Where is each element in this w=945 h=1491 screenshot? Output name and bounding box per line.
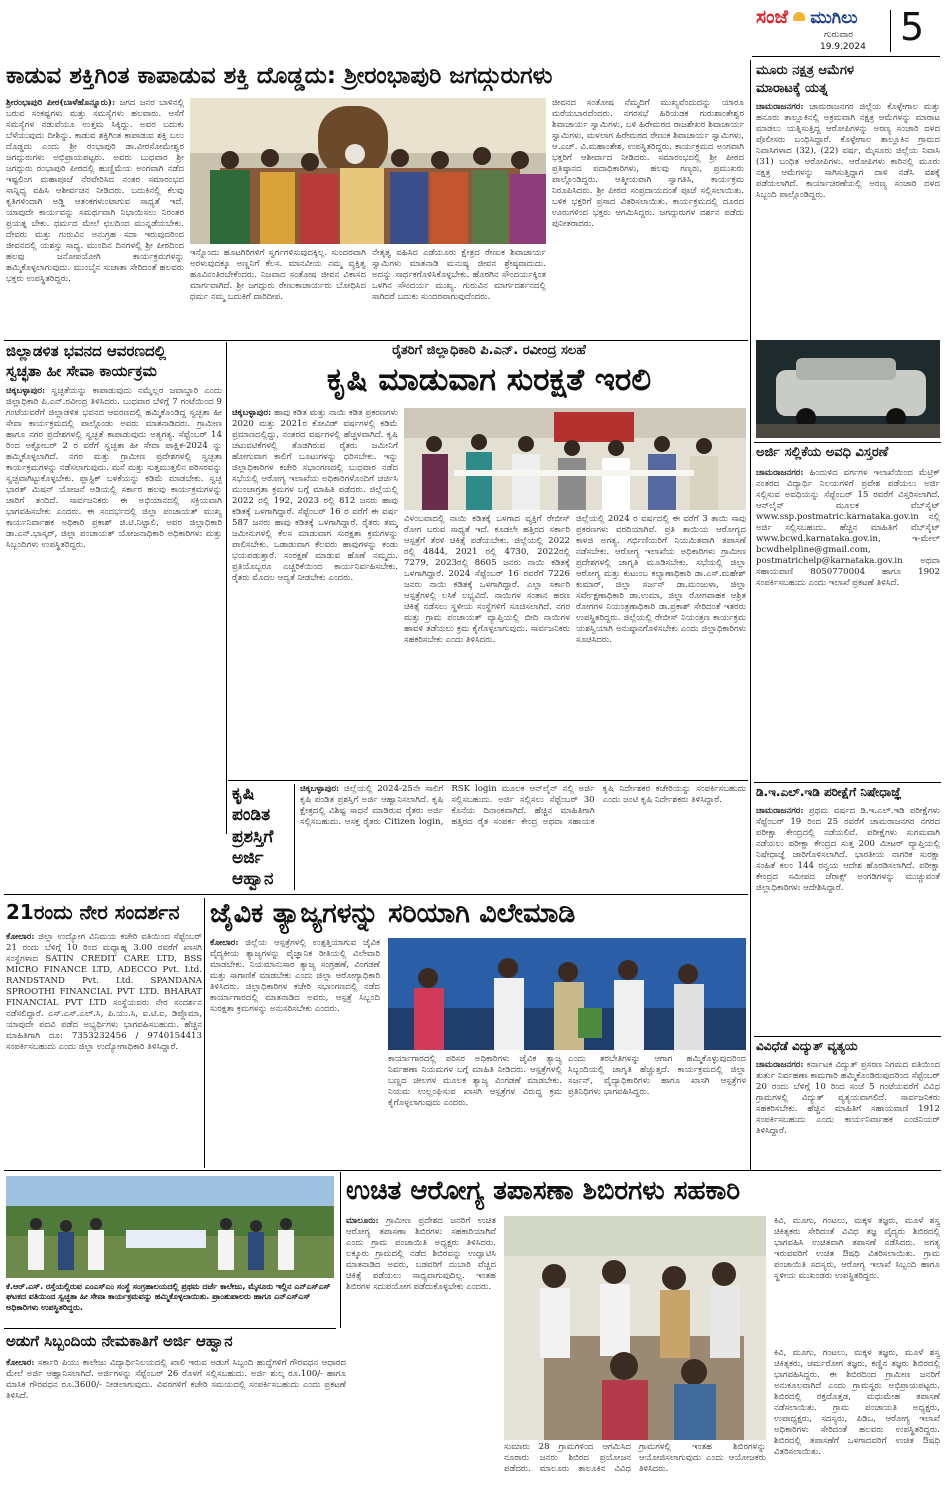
masthead-weekday: ಗುರುವಾರ (824, 30, 854, 40)
article8-under-photo: ಸುಮಾರು 28 ಗ್ರಾಮಗಳಿಂದ ಆಗಮಿಸಿದ ನೂರಾರು ಜನರು ಶಿಬಿರದ ಪ್ರಯೋಜನ ಪಡೆದರು. ಮಾಲೂರು ತಾಲೂಕಿನ ವಿವಿಧ ಗ್ರಾಮಗಳಲ್ಲಿ ಇಂತಹ ಶಿಬಿರಗಳನ್ನು ಆಯೋಜಿಸಲಾಗುವುದು ಎಂದು ಆಯೋಜಕರು ತಿಳಿಸಿದರು. (504, 1442, 766, 1474)
article8-dateline: ಮಾಲೂರು: (346, 1216, 379, 1226)
article1-photo-art (190, 98, 546, 244)
sidebar3-dateline: ಚಾಮರಾಜನಗರ: (756, 806, 804, 816)
article6-body-text: ಜಿಲ್ಲಾ ಉದ್ಯೋಗ ವಿನಿಮಯ ಕಚೇರಿ ವತಿಯಿಂದ ಸೆಪ್ಟೆಂಬರ್ 21 ರಂದು ಬೆಳಿಗ್ಗೆ 10 ರಿಂದ ಮಧ್ಯಾಹ್ನ 3.00 ರವರೆಗೆ ಖಾಸಗಿ ಸಂಸ್ಥೆಗಳಾದ SATIN CREDIT CARE LTD, BSS MICRO FINANCE LTD, ADECCO Pvt. Ltd. RANDSTAND Pvt. Ltd. SPANDANA SPROOTHI FINANCIAL PVT LTD. BHARAT FINANCIAL PVT LTD ಸಂಸ್ಥೆಯವರು ನೇರ ಸಂದರ್ಶನ ನಡೆಸಲಿದ್ದಾರೆ. ಎಸ್.ಎಸ್.ಎಲ್.ಸಿ, ಪಿ.ಯು.ಸಿ, ಐ.ಟಿ.ಐ, ಡಿಪ್ಲೊಮಾ, ಯಾವುದೇ ಪದವಿ ಪಡೆದ ಅಭ್ಯರ್ಥಿಗಳು ಭಾಗವಹಿಸಬಹುದು. ಹೆಚ್ಚಿನ ಮಾಹಿತಿಗಾಗಿ ದೂ: 7353232456 / 9740154413 ಸಂಪರ್ಕಿಸಬಹುದು ಎಂದು ಜಿಲ್ಲಾ ಉದ್ಯೋಗಾಧಿಕಾರಿ ತಿಳಿಸಿದ್ದಾರೆ. (6, 932, 202, 1052)
sidebar2-body (756, 468, 940, 780)
nss-photo-art (6, 1176, 334, 1278)
article2-dateline: ಚಿಕ್ಕಬಳ್ಳಾಪುರ: (6, 386, 46, 396)
sidebar3-headline: ಡಿ.ಇ.ಎಲ್.ಇಡಿ ಪರೀಕ್ಷೆಗೆ ನಿಷೇಧಾಜ್ಞೆ (756, 786, 902, 799)
article3-col1 (232, 408, 398, 778)
article2-headline-1: ಜಿಲ್ಲಾಡಳಿತ ಭವನದ ಆವರಣದಲ್ಲಿ (6, 344, 167, 360)
article2-body (6, 386, 222, 830)
article1-col1 (6, 98, 184, 336)
article8-col2: ಕಿವಿ, ಮೂಗು, ಗಂಟಲು, ಮಕ್ಕಳ ತಜ್ಞರು, ಮೂಳೆ ಶಸ್ತ್ರ ಚಿಕಿತ್ಸಕರು ಸೇರಿದಂತೆ ವಿವಿಧ ತಜ್ಞ ವೈದ್ಯರು ಶಿಬಿರದಲ್ಲಿ ಭಾಗವಹಿಸಿ ಉಚಿತವಾಗಿ ತಪಾಸಣೆ ನಡೆಸಿದರು. ಅಗತ್ಯ ಇರುವವರಿಗೆ ಉಚಿತ ಔಷಧಿ ವಿತರಿಸಲಾಯಿತು. ಗ್ರಾಮ ಪಂಚಾಯಿತಿ ಸದಸ್ಯರು, ಆರೋಗ್ಯ ಇಲಾಖೆ ಸಿಬ್ಬಂದಿ ಹಾಗೂ ಸ್ಥಳೀಯ ಮುಖಂಡರು ಉಪಸ್ಥಿತರಿದ್ದರು. (774, 1216, 940, 1281)
article4-word-5: ಆಹ್ವಾನ (232, 869, 274, 889)
article3-dateline: ಚಿಕ್ಕಬಳ್ಳಾಪುರ: (232, 408, 272, 418)
article1-photo (190, 98, 546, 244)
main-right-rule (750, 60, 751, 1170)
article3-col3: ಜಿಲ್ಲೆಯಲ್ಲಿ 2024 ರ ವರ್ಷದಲ್ಲಿ ಈ ವರೆಗೆ 3 ತಾಯಿ ಸಾವು ಪ್ರಕರಣಗಳು ವರದಿಯಾಗಿವೆ. ಪ್ರತಿ ತಾಯಿಯ ಆರೋಗ್ಯದ ಕಾಳಜಿ ಅಗತ್ಯ. ಗರ್ಭಿಣಿಯರಿಗೆ ನಿಯಮಿತವಾಗಿ ತಪಾಸಣೆ ನಡೆಸಬೇಕು. ಆರೋಗ್ಯ ಇಲಾಖೆಯ ಅಧಿಕಾರಿಗಳು ಗ್ರಾಮೀಣ ಪ್ರದೇಶಗಳಲ್ಲಿ ಜಾಗೃತಿ ಮೂಡಿಸಬೇಕು. ಸಭೆಯಲ್ಲಿ ಜಿಲ್ಲಾ ಆರೋಗ್ಯ ಮತ್ತು ಕುಟುಂಬ ಕಲ್ಯಾಣಾಧಿಕಾರಿ ಡಾ.ಎಸ್.ಮಹೇಶ್ ಕುಮಾರ್, ಜಿಲ್ಲಾ ಸರ್ಜನ್ ಡಾ.ಮಂಜುಳಾ, ಜಿಲ್ಲಾ ಸರ್ವೇಕ್ಷಣಾಧಿಕಾರಿ ಡಾ.ಉಮಾ, ಜಿಲ್ಲಾ ರೋಗವಾಹಕ ಆಶ್ರಿತ ರೋಗಗಳ ನಿಯಂತ್ರಣಾಧಿಕಾರಿ ಡಾ.ಪ್ರಕಾಶ್ ಸೇರಿದಂತೆ ಇತರರು ಉಪಸ್ಥಿತರಿದ್ದರು. ಜಿಲ್ಲೆಯಲ್ಲಿ ರೇಬೀಸ್ ನಿಯಂತ್ರಣ ಕಾರ್ಯಕ್ರಮ ಯಶಸ್ವಿಯಾಗಿ ಅನುಷ್ಠಾನಗೊಳಿಸಬೇಕು ಎಂದು ಜಿಲ್ಲಾಧಿಕಾರಿಗಳು ಸೂಚಿಸಿದರು. (576, 514, 746, 645)
article5-col1 (210, 938, 380, 1160)
article4-word-2: ಪಂಡಿತ (232, 805, 271, 826)
caption-bottom-rule (4, 1328, 336, 1329)
sidebar4-dateline: ಚಾಮರಾಜನಗರ: (756, 1060, 804, 1070)
article1-col1-text: ಜಗದ ಜನರ ಬಾಳಿನಲ್ಲಿ ಬರುವ ಸಂಕಷ್ಟಗಳು ಮತ್ತು ಸಮಸ್ಯೆಗಳು ಹಲವಾರು. ಆಸೆಗೆ ಸಮಸ್ಯೆಗಳ ನಡುವೆಯೂ ಉತ್ತಮ ಸಿಕ್ಕಿದ್ದು. ಅವರ ಬದುಕು ಬೆಳೆಯುವುದು ದೀಶಿನ್ನು. ಕಾಡುವ ಶಕ್ತಿಗಿಂತ ಕಾಪಾಡುವ ಶಕ್ತಿ ಬಲು ದೊಡ್ಡದು ಎಂದು ಶ್ರೀ ರಂಭಾಪುರಿ ಡಾ.ವೀರಸೋಮೇಶ್ವರ ಜಗದ್ಗುರುಗಳು ಅಭಿಪ್ರಾಯಪಟ್ಟರು. ಅವರು ಬುಧವಾರ ಶ್ರೀ ಜಗದ್ಗುರು ರಂಭಾಪುರಿ ಪೀಠದಲ್ಲಿ ಹುಣ್ಣಿಮೆಯ ಅಂಗವಾಗಿ ನಡೆದ ಇಷ್ಟಲಿಂಗ ಮಹಾಪೂಜೆ ನೆರವೇರಿಸಿದ ನಂತರ ಸಮಾರಂಭದ ಸಾನ್ನಿಧ್ಯ ವಹಿಸಿ ಆಶೀರ್ವಚನ ನೀಡಿದರು. ಬದುಕಿನಲ್ಲಿ ಕೆಲವು ಕೃತಿಗಳಿಂದಾಗಿ ಅಡ್ಡಿ ಆತಂಕಗಳುಂಟಾಗುವ ಸಾಧ್ಯತೆ ಇದೆ. ಯಾವುದೇ ಕಾರ್ಯವನ್ನು ಸಮರ್ಥವಾಗಿ ನಿಭಾಯಿಸಲು ನಿರಂತರ ಪ್ರಯತ್ನ ಬೇಕು. ಧರ್ಮದ ಮೇಲೆ ಛಲದಿಂದ ಮುನ್ನಡೆಯಬೇಕು. ದೇವರು ಮತ್ತು ಗುರುವಿನ ಅನುಗ್ರಹ ಸದಾ ಇರುವುದರಿಂದ ಜೀವನದಲ್ಲಿ ಯಶಸ್ಸು ಸಾಧ್ಯ. ಮುಂದಿನ ದಿನಗಳಲ್ಲಿ ಶ್ರೀ ಪೀಠದಿಂದ ಹಲವು ಜನೋಪಯೋಗಿ ಕಾರ್ಯಕ್ರಮಗಳನ್ನು ಹಮ್ಮಿಕೊಳ್ಳಲಾಗುವುದು. ಮುಂಬೈನ ಸುಜಾತಾ ಸೇರಿದಂತೆ ಹಲವರು ಭಕ್ತರು ಉಪಸ್ಥಿತರಿದ್ದರು. (6, 98, 184, 284)
article6-dateline: ಕೋಲಾರ: (6, 932, 35, 942)
page-number: 5 (900, 5, 925, 49)
article5-headline: ಜೈವಿಕ ತ್ಯಾಜ್ಯಗಳನ್ನು ಸರಿಯಾಗಿ ವಿಲೇಮಾಡಿ (210, 900, 576, 929)
sidebar5-body: ಕಿವಿ, ಮೂಗು, ಗಂಟಲು, ಮಕ್ಕಳ ತಜ್ಞರು, ಮೂಳೆ ಶಸ್ತ್ರ ಚಿಕಿತ್ಸಕರು, ಚರ್ಮರೋಗ ತಜ್ಞರು, ಕಣ್ಣಿನ ತಜ್ಞರು ಶಿಬಿರದಲ್ಲಿ ಭಾಗವಹಿಸಿದ್ದರು. ಈ ಶಿಬಿರದಿಂದ ಗ್ರಾಮೀಣ ಜನರಿಗೆ ಅನುಕೂಲವಾಗಿದೆ ಎಂದು ಗ್ರಾಮಸ್ಥರು ಅಭಿಪ್ರಾಯಪಟ್ಟರು. ಶಿಬಿರದಲ್ಲಿ ರಕ್ತದೊತ್ತಡ, ಮಧುಮೇಹ ತಪಾಸಣೆ ನಡೆಸಲಾಯಿತು. ಗ್ರಾಮ ಪಂಚಾಯತಿ ಅಧ್ಯಕ್ಷರು, ಉಪಾಧ್ಯಕ್ಷರು, ಸದಸ್ಯರು, ಪಿಡಿಒ, ಆರೋಗ್ಯ ಇಲಾಖೆ ಅಧಿಕಾರಿಗಳು ಸೇರಿದಂತೆ ಹಲವರು ಉಪಸ್ಥಿತರಿದ್ದರು. ಶಿಬಿರದಲ್ಲಿ ತಪಾಸಣೆಗೆ ಒಳಗಾದವರಿಗೆ ಉಚಿತ ಔಷಧಿ ವಿತರಿಸಲಾಯಿತು. (774, 1348, 940, 1457)
logo-cloud-icon (793, 12, 805, 21)
article4-bottom-rule (4, 894, 748, 895)
sidebar1-body-text: ಚಾಮರಾಜನಗರ ಜಿಲ್ಲೆಯ ಕೊಳ್ಳೇಗಾಲ ಮತ್ತು ಹನೂರು ತಾಲ್ಲೂಕಿನಲ್ಲಿ ಅಕ್ರಮವಾಗಿ ನಕ್ಷತ್ರ ಆಮೆಗಳನ್ನು ಮಾರಾಟ ಮಾಡಲು ಯತ್ನಿಸುತ್ತಿದ್ದ ಆರೋಪಿಗಳನ್ನು ಅರಣ್ಯ ಸಂಚಾರಿ ದಳದ ಪೊಲೀಸರು ಬಂಧಿಸಿದ್ದಾರೆ. ಕೊಳ್ಳೇಗಾಲ ತಾಲ್ಲೂಕಿನ ಗ್ರಾಮದ ನಿವಾಸಿಗಳಾದ (32), (22) ವರ್ಷ, ಮೈಸೂರು ಜಿಲ್ಲೆಯ ನಿವಾಸಿ (31) ಬಂಧಿತ ಆರೋಪಿಗಳು. ಆರೋಪಿಗಳು ಕಾರಿನಲ್ಲಿ ಮೂರು ನಕ್ಷತ್ರ ಆಮೆಗಳನ್ನು ಸಾಗಿಸುತ್ತಿದ್ದಾಗ ದಾಳಿ ನಡೆಸಿ ವಶಕ್ಕೆ ಪಡೆಯಲಾಗಿದೆ. ಕಾರ್ಯಾಚರಣೆಯಲ್ಲಿ ಅರಣ್ಯ ಸಂಚಾರಿ ದಳದ ಸಿಬ್ಬಂದಿ ಪಾಲ್ಗೊಂಡಿದ್ದರು. (756, 102, 940, 200)
article7-body-text: ಸರ್ಕಾರಿ ಪಿಯು ಕಾಲೇಜು ವಿದ್ಯಾರ್ಥಿನಿಲಯದಲ್ಲಿ ಖಾಲಿ ಇರುವ ಅಡುಗೆ ಸಿಬ್ಬಂದಿ ಹುದ್ದೆಗಳಿಗೆ ಗೌರವಧನ ಆಧಾರದ ಮೇಲೆ ಅರ್ಜಿ ಆಹ್ವಾನಿಸಲಾಗಿದೆ. ಅರ್ಜಿಗಳನ್ನು ಸೆಪ್ಟೆಂಬರ್ 26 ರೊಳಗೆ ಸಲ್ಲಿಸಬಹುದು. ಅರ್ಜಿ ಶುಲ್ಕ ರೂ.100/- ಹಾಗೂ ಮಾಸಿಕ ಗೌರವಧನ ರೂ.3600/- ನೀಡಲಾಗುವುದು. ವಿವರಗಳಿಗೆ ಕಚೇರಿ ಸಮಯದಲ್ಲಿ ಸಂಪರ್ಕಿಸಬಹುದು ಎಂದು ಪ್ರಕಟಣೆ ತಿಳಿಸಿದೆ. (6, 1358, 346, 1401)
sidebar2-headline: ಅರ್ಜಿ ಸಲ್ಲಿಕೆಯ ಅವಧಿ ವಿಸ್ತರಣೆ (756, 446, 889, 460)
article4-word-3: ಪ್ರಶಸ್ತಿಗೆ (232, 826, 274, 847)
article5-bottom-rule (4, 1170, 941, 1171)
article8-photo-art (504, 1216, 766, 1440)
article6-body (6, 932, 202, 1158)
article1-headline: ಕಾಡುವ ಶಕ್ತಿಗಿಂತ ಕಾಪಾಡುವ ಶಕ್ತಿ ದೊಡ್ಡದು: ಶ್ರೀರಂಭಾಪುರಿ ಜಗದ್ಗುರುಗಳು (6, 64, 553, 89)
article3-col1-text: ಹಾವು ಕಡಿತ ಮತ್ತು ನಾಯಿ ಕಡಿತ ಪ್ರಕರಣಗಳು 2020 ಮತ್ತು 2021ರ ಕೋವಿಡ್ ವರ್ಷಗಳಲ್ಲಿ ಕಡಿಮೆ ಪ್ರಮಾಣದಲ್ಲಿದ್ದು, ನಂತರದ ವರ್ಷಗಳಲ್ಲಿ ಹೆಚ್ಚಳವಾಗಿದೆ. ಕೃಷಿ ಚಟುವಟಿಕೆಗಳಲ್ಲಿ ತೊಡಗಿರುವ ರೈತರು ಜಮೀನಿಗೆ ಹೋಗುವಾಗ ಕಾಲಿಗೆ ಬೂಟುಗಳನ್ನು ಧರಿಸಬೇಕು. ಇನ್ನು ಜಿಲ್ಲಾಧಿಕಾರಿಗಳ ಕಚೇರಿ ಸಭಾಂಗಣದಲ್ಲಿ ಬುಧವಾರ ನಡೆದ ಸಭೆಯಲ್ಲಿ ಆರೋಗ್ಯ ಇಲಾಖೆಯ ಅಧಿಕಾರಿಗಳೊಂದಿಗೆ ಚರ್ಚಿಸಿ ಮುಂಜಾಗ್ರತಾ ಕ್ರಮಗಳ ಬಗ್ಗೆ ಮಾಹಿತಿ ಪಡೆದರು. ಜಿಲ್ಲೆಯಲ್ಲಿ 2022 ರಲ್ಲಿ 192, 2023 ರಲ್ಲಿ 812 ಜನರು ಹಾವು ಕಡಿತಕ್ಕೆ ಒಳಗಾಗಿದ್ದಾರೆ. ಸೆಪ್ಟೆಂಬರ್ 16 ರ ವರೆಗೆ ಈ ವರ್ಷ 587 ಜನರು ಹಾವು ಕಡಿತಕ್ಕೆ ಒಳಗಾಗಿದ್ದಾರೆ. ರೈತರು ತಮ್ಮ ಜಮೀನುಗಳಲ್ಲಿ ಕೆಲಸ ಮಾಡುವಾಗ ಸುರಕ್ಷತಾ ಕ್ರಮಗಳನ್ನು ಪಾಲಿಸಬೇಕು. ಒಡಾಡುವಾಗ ಕೆಲವರು ಹಾವುಗಳನ್ನು ಕಂಡು ಭಯಪಡುತ್ತಾರೆ. ಸಂರಕ್ಷಣೆ ಮಾಡುವ ಹೊಣೆ ನಮ್ಮದು. ಪ್ರತಿಯೊಬ್ಬರೂ ಎಚ್ಚರಿಕೆಯಿಂದ ಕಾರ್ಯನಿರ್ವಹಿಸಬೇಕು. ರೈತರು ಮೊದಲ ಆದ್ಯತೆ ನೀಡಬೇಕು ಎಂದರು. (232, 408, 398, 583)
article3-bottom-rule (228, 780, 748, 781)
article3-headline: ಕೃಷಿ ಮಾಡುವಾಗ ಸುರಕ್ಷತೆ ಇರಲಿ (326, 364, 652, 398)
sidebar3-body (756, 806, 940, 1034)
article7-dateline: ಕೋಲಾರ: (6, 1358, 35, 1368)
article4-divider (294, 784, 295, 890)
article3-kicker: ರೈತರಿಗೆ ಜಿಲ್ಲಾಧಿಕಾರಿ ಪಿ.ಎನ್. ರವೀಂದ್ರ ಸಲಹೆ (392, 344, 586, 358)
masthead (752, 4, 940, 56)
article5-col1-text: ಜಿಲ್ಲೆಯ ಆಸ್ಪತ್ರೆಗಳಲ್ಲಿ ಉತ್ಪತ್ತಿಯಾಗುವ ಜೈವಿಕ ವೈದ್ಯಕೀಯ ತ್ಯಾಜ್ಯಗಳನ್ನು ವೈಜ್ಞಾನಿಕ ರೀತಿಯಲ್ಲಿ ವಿಲೇವಾರಿ ಮಾಡಬೇಕು. ನಿಯಮಾನುಸಾರ ತ್ಯಾಜ್ಯ ಸಂಗ್ರಹಣೆ, ವಿಂಗಡಣೆ ಮತ್ತು ಸಾಗಾಣಿಕೆ ಮಾಡಬೇಕು ಎಂದು ಜಿಲ್ಲಾ ಆರೋಗ್ಯಾಧಿಕಾರಿ ತಿಳಿಸಿದರು. ಜಿಲ್ಲಾಧಿಕಾರಿಗಳ ಕಚೇರಿ ಸಭಾಂಗಣದಲ್ಲಿ ನಡೆದ ಕಾರ್ಯಾಗಾರದಲ್ಲಿ ಮಾತನಾಡಿದ ಅವರು, ಆಸ್ಪತ್ರೆ ಸಿಬ್ಬಂದಿ ಸುರಕ್ಷತಾ ಕ್ರಮಗಳನ್ನು ಅನುಸರಿಸಬೇಕು ಎಂದರು. (210, 938, 380, 1014)
article8-col1-text: ಗ್ರಾಮೀಣ ಪ್ರದೇಶದ ಜನರಿಗೆ ಉಚಿತ ಆರೋಗ್ಯ ತಪಾಸಣಾ ಶಿಬಿರಗಳು ಸಹಕಾರಿಯಾಗಿವೆ ಎಂದು ಗ್ರಾಮ ಪಂಚಾಯಿತಿ ಅಧ್ಯಕ್ಷರು ತಿಳಿಸಿದರು. ಲಕ್ಕೂರು ಗ್ರಾಮದಲ್ಲಿ ನಡೆದ ಶಿಬಿರವನ್ನು ಉದ್ಘಾಟಿಸಿ ಮಾತನಾಡಿದ ಅವರು, ಬಡವರಿಗೆ ದುಬಾರಿ ವೆಚ್ಚದ ಚಿಕಿತ್ಸೆ ಪಡೆಯಲು ಸಾಧ್ಯವಾಗುವುದಿಲ್ಲ. ಇಂತಹ ಶಿಬಿರಗಳ ಸದುಪಯೋಗ ಪಡೆದುಕೊಳ್ಳಬೇಕು ಎಂದರು. (346, 1216, 496, 1292)
sidebar1-bottom-rule (754, 442, 941, 443)
nss-photo (6, 1176, 334, 1278)
article7-body (6, 1358, 346, 1486)
article3-col2: ವಿಳಂಬವಾದಲ್ಲಿ ನಾಯಿ ಕಡಿತಕ್ಕೆ ಒಳಗಾದ ವ್ಯಕ್ತಿಗೆ ರೇಬೀಸ್ ರೋಗ ಬರುವ ಸಾಧ್ಯತೆ ಇದೆ. ಕೂಡಲೇ ಹತ್ತಿರದ ಸರ್ಕಾರಿ ಆಸ್ಪತ್ರೆಗೆ ತೆರಳಿ ಚಿಕಿತ್ಸೆ ಪಡೆಯಬೇಕು. ಜಿಲ್ಲೆಯಲ್ಲಿ 2022 ರಲ್ಲಿ 4844, 2021 ರಲ್ಲಿ 4730, 2022ರಲ್ಲಿ 7279, 2023ರಲ್ಲಿ 8605 ಜನರು ನಾಯಿ ಕಡಿತಕ್ಕೆ ಒಳಗಾಗಿದ್ದಾರೆ. 2024 ಸೆಪ್ಟೆಂಬರ್ 16 ರವರೆಗೆ 7226 ಜನರು ನಾಯಿ ಕಡಿತಕ್ಕೆ ಒಳಗಾಗಿದ್ದಾರೆ. ಎಲ್ಲಾ ಸರ್ಕಾರಿ ಆಸ್ಪತ್ರೆಗಳಲ್ಲಿ ಲಸಿಕೆ ಲಭ್ಯವಿದೆ. ನಾಯಿಗಳ ಸಂತಾನ ಹರಣ ಚಿಕಿತ್ಸೆ ನಡೆಸಲು ಸ್ಥಳೀಯ ಸಂಸ್ಥೆಗಳಿಗೆ ಸೂಚಿಸಲಾಗಿದೆ. ನಗರ ಮತ್ತು ಗ್ರಾಮ ಪಂಚಾಯತ್ ವ್ಯಾಪ್ತಿಯಲ್ಲಿ ಬೀದಿ ನಾಯಿಗಳ ಹಾವಳಿ ತಡೆಯಲು ಕ್ರಮ ಕೈಗೊಳ್ಳಲಾಗುವುದು. ಸಾರ್ವಜನಿಕರು ಸಹಕರಿಸಬೇಕು ಎಂದು ತಿಳಿಸಿದರು. (404, 514, 570, 645)
sidebar1-headline-1: ಮೂರು ನಕ್ಷತ್ರ ಆಮೆಗಳ (756, 64, 854, 78)
sidebar2-bottom-rule (754, 782, 941, 783)
sidebar1-body (756, 102, 940, 336)
article5-photo-art (388, 938, 746, 1050)
masthead-date: 19.9.2024 (820, 42, 866, 52)
article1-dateline: ಶ್ರೀರಂಭಾಪುರಿ ಪೀಠ(ಬಾಳೆಹೊನ್ನೂರು): (6, 98, 116, 108)
sidebar1-headline-2: ಮಾರಾಟಕ್ಕೆ ಯತ್ನ (756, 82, 828, 96)
article7-headline: ಅಡುಗೆ ಸಿಬ್ಬಂದಿಯ ನೇಮಕಾತಿಗೆ ಅರ್ಜಿ ಆಹ್ವಾನ (6, 1334, 233, 1350)
sidebar2-dateline: ಚಾಮರಾಜನಗರ: (756, 468, 804, 478)
article5-col3: ಎಂದು ತರಬೇತಿಗಳನ್ನು ಆಗಾಗ ಹಮ್ಮಿಕೊಳ್ಳುವುದರಿಂದ ಸಿಬ್ಬಂದಿಯಲ್ಲಿ ಜಾಗೃತಿ ಹೆಚ್ಚುತ್ತದೆ. ಕಾರ್ಯಕ್ರಮದಲ್ಲಿ ಜಿಲ್ಲಾ ಸರ್ಜನ್, ವೈದ್ಯಾಧಿಕಾರಿಗಳು ಹಾಗೂ ಖಾಸಗಿ ಆಸ್ಪತ್ರೆಗಳ ಪ್ರತಿನಿಧಿಗಳು ಭಾಗವಹಿಸಿದ್ದರು. (568, 1054, 746, 1097)
sidebar3-bottom-rule (754, 1036, 941, 1037)
sidebar1-photo (756, 340, 940, 438)
article8-headline: ಉಚಿತ ಆರೋಗ್ಯ ತಪಾಸಣಾ ಶಿಬಿರಗಳು ಸಹಕಾರಿ (346, 1178, 741, 1206)
article2-body-text: ಸ್ವಚ್ಛತೆಯನ್ನು ಕಾಪಾಡುವುದು ನಮ್ಮೆಲ್ಲರ ಜವಾಬ್ದಾರಿ ಎಂದು ಜಿಲ್ಲಾಧಿಕಾರಿ ಪಿ.ಎನ್.ರವೀಂದ್ರ ತಿಳಿಸಿದರು. ಬುಧವಾರ ಬೆಳಿಗ್ಗೆ 7 ಗಂಟೆಯಿಂದ 9 ಗಂಟೆಯವರೆಗೆ ಜಿಲ್ಲಾಡಳಿತ ಭವನದ ಆವರಣದಲ್ಲಿ ಹಮ್ಮಿಕೊಂಡಿದ್ದ ಸ್ವಚ್ಛತಾ ಹೀ ಸೇವಾ ಕಾರ್ಯಕ್ರಮದಲ್ಲಿ ಪಾಲ್ಗೊಂಡು ಅವರು ಮಾತನಾಡಿದರು. ಗ್ರಾಮೀಣ ಹಾಗೂ ನಗರ ಪ್ರದೇಶಗಳಲ್ಲಿ ಸ್ವಚ್ಛತೆ ಕಾಪಾಡುವುದು ಅತ್ಯಗತ್ಯ. ಸೆಪ್ಟೆಂಬರ್ 14 ರಿಂದ ಅಕ್ಟೋಬರ್ 2 ರ ವರೆಗೆ ಸ್ವಚ್ಛತಾ ಹೀ ಸೇವಾ ಪಾಕ್ಷಿಕ-2024 ನ್ನು ಹಮ್ಮಿಕೊಳ್ಳಲಾಗಿದೆ. ನಗರ ಮತ್ತು ಗ್ರಾಮೀಣ ಪ್ರದೇಶಗಳಲ್ಲಿ ಸ್ವಚ್ಛತಾ ಕಾರ್ಯಕ್ರಮಗಳನ್ನು ನಡೆಸಲಾಗುವುದು. ಮನೆ ಮತ್ತು ಸುತ್ತಮುತ್ತಲಿನ ಪರಿಸರವನ್ನು ಸ್ವಚ್ಛವಾಗಿಟ್ಟುಕೊಳ್ಳಬೇಕು. ಪ್ಲಾಸ್ಟಿಕ್ ಬಳಕೆಯನ್ನು ಕಡಿಮೆ ಮಾಡಬೇಕು. ಸ್ವಚ್ಛ ಭಾರತ್ ಮಿಷನ್ ಯೋಜನೆ ಅಡಿಯಲ್ಲಿ ಸರ್ಕಾರ ಹಲವು ಕಾರ್ಯಕ್ರಮಗಳನ್ನು ಜಾರಿಗೆ ತಂದಿದೆ. ಸಾರ್ವಜನಿಕರು ಈ ಅಭಿಯಾನದಲ್ಲಿ ಸಕ್ರಿಯವಾಗಿ ಭಾಗವಹಿಸಬೇಕು ಎಂದರು. ಈ ಸಂದರ್ಭದಲ್ಲಿ ಜಿಲ್ಲಾ ಪಂಚಾಯತ್ ಮುಖ್ಯ ಕಾರ್ಯನಿರ್ವಾಹಕ ಅಧಿಕಾರಿ ಪ್ರಕಾಶ್ ಜಿ.ಟಿ.ನಿಟ್ಟಾಲಿ, ಅಪರ ಜಿಲ್ಲಾಧಿಕಾರಿ ಡಾ.ಎನ್.ಭಾಸ್ಕರ್, ಜಿಲ್ಲಾ ಪಂಚಾಯತ್ ಯೋಜನಾಧಿಕಾರಿ ಅಧಿಕಾರಿಗಳು ಮತ್ತು ಸಿಬ್ಬಂದಿಗಳು ಉಪಸ್ಥಿತರಿದ್ದರು. (6, 386, 222, 550)
article1-under-photo-a: ಇನ್ನೊಂದು ಹೂಟಗಿರಿಗಳಿಗೆ ಸ್ವರ್ಗಗಳಿಸುವುದಕ್ಕಿಲ್ಲ. ಸುಂದರವಾಗಿ ಅರಳುವುದಕ್ಕೂ ಅಣ್ಣನಿಗೆ ಕೆಲಸ. ಮಾನವೀಯ ನಮ್ಮ ವ್ಯಕ್ತಿತ್ವ ಹೂವಿನಂತಿರಬೇಕೆಂದರು. ನಿಜವಾದ ಸಂತೋಷ ಜೀವನ ವಿಕಾಸದ ಮಾರ್ಗವಾಗಿದೆ. ಶ್ರೀ ಜಗದ್ಗುರು ರೇಣುಕಾಚಾರ್ಯರು ಬೋಧಿಸಿದ ಧರ್ಮ ನಮ್ಮ ಬದುಕಿಗೆ ದಾರಿದೀಪ. (190, 248, 366, 302)
article4-word-4: ಅರ್ಜಿ (232, 847, 264, 868)
article1-under-photo-b: ನೇತೃತ್ವ ವಹಿಸಿದ ಎಡೆಯೂರು ಕ್ಷೇತ್ರದ ರೇಣುಕ ಶಿವಾಚಾರ್ಯ ಸ್ವಾಮಿಗಳು ಮಾತನಾಡಿ ಮನುಷ್ಯ ಜೀವನ ಶ್ರೇಷ್ಠವಾದುದು. ಅದನ್ನು ಸಾರ್ಥಕಗೊಳಿಸಿಕೊಳ್ಳಬೇಕು. ಹೊರಗಿನ ಸೌಂದರ್ಯಕ್ಕಿಂತ ಒಳಗಿನ ಸೌಂದರ್ಯ ಮುಖ್ಯ. ಗುರುವಿನ ಮಾರ್ಗದರ್ಶನದಲ್ಲಿ ಸಾಗಿದರೆ ಬದುಕು ಸುಂದರವಾಗುವುದೆಂದರು. (372, 248, 546, 302)
article5-dateline: ಕೋಲಾರ: (210, 938, 239, 948)
article6-headline: 21ರಂದು ನೇರ ಸಂದರ್ಶನ (6, 902, 180, 924)
article4-vertical-headline (232, 784, 290, 892)
article8-col1 (346, 1216, 496, 1486)
sidebar2-body-text: ಹಿಂದುಳಿದ ವರ್ಗಗಳ ಇಲಾಖೆಯಿಂದ ಮೆಟ್ರಿಕ್ ನಂತರದ ವಿದ್ಯಾರ್ಥಿ ನಿಲಯಗಳಿಗೆ ಪ್ರವೇಶ ಪಡೆಯಲು ಅರ್ಜಿ ಸಲ್ಲಿಸುವ ಅವಧಿಯನ್ನು ಸೆಪ್ಟೆಂಬರ್ 15 ರವರೆಗೆ ವಿಸ್ತರಿಸಲಾಗಿದೆ. ಆನ್‌ಲೈನ್ ಮೂಲಕ ವೆಬ್‌ಸೈಟ್ www.ssp.postmatric.karnataka.gov.in ನಲ್ಲಿ ಅರ್ಜಿ ಸಲ್ಲಿಸಬಹುದು. ಹೆಚ್ಚಿನ ಮಾಹಿತಿಗೆ ವೆಬ್‌ಸೈಟ್ www.bcwd.karnataka.gov.in, ಇ-ಮೇಲ್ bcwdhelpline@gmail.com, postmatrichelp@karnataka.gov.in ಅಥವಾ ಸಹಾಯವಾಣಿ 8050770004 ಹಾಗೂ 1902 ಸಂಪರ್ಕಿಸಬಹುದು ಎಂದು ಇಲಾಖೆ ಪ್ರಕಟಣೆ ತಿಳಿಸಿದೆ. (756, 468, 940, 588)
article5-col2: ಕಾರ್ಯಾಗಾರದಲ್ಲಿ ಪರಿಸರ ಅಧಿಕಾರಿಗಳು ಜೈವಿಕ ತ್ಯಾಜ್ಯ ನಿರ್ವಹಣಾ ನಿಯಮಗಳ ಬಗ್ಗೆ ಮಾಹಿತಿ ನೀಡಿದರು. ಆಸ್ಪತ್ರೆಗಳಲ್ಲಿ ಬಣ್ಣದ ಚೀಲಗಳ ಮೂಲಕ ತ್ಯಾಜ್ಯ ವಿಂಗಡಣೆ ಮಾಡಬೇಕು. ನಿಯಮ ಉಲ್ಲಂಘಿಸುವ ಖಾಸಗಿ ಆಸ್ಪತ್ರೆಗಳ ವಿರುದ್ಧ ಕ್ರಮ ಕೈಗೊಳ್ಳಲಾಗುವುದು ಎಂದರು. (388, 1054, 562, 1108)
sidebar1-photo-art (756, 340, 940, 438)
article1-col3: ಜೀವನದ ಸಂತೋಷ ನೆಮ್ಮದಿಗೆ ಮುಖ್ಯವೆಂದುದನ್ನು ಯಾರೂ ಮರೆಯಬಾರದೆಂದರು. ನಗರಸಭೆ ಹಿರಿಯಡಕ ಗುರುಶಾಂತೇಶ್ವರ ಶಿವಾಚಾರ್ಯ ಸ್ವಾಮಿಗಳು, ಬಳಿ ಹಿರೇಮಠದ ರಾಜಶೇಖರ ಶಿವಾಚಾರ್ಯ ಸ್ವಾಮಿಗಳು, ಮಳಲಾಗ ಹಿರೇಮಠದ ರೇಣುಕ ಶಿವಾಚಾರ್ಯ ಸ್ವಾಮಿಗಳು, ಆ.ಎಚ್. ವಿ.ಮಹಾಂತೇಶ, ಉಪಸ್ಥಿತರಿದ್ದರು. ಕಾರ್ಯಕ್ರಮದ ಅಂಗವಾಗಿ ಭಕ್ತರಿಗೆ ಆಶೀರ್ವಾದ ನೀಡಿದರು. ಸಮಾರಂಭದಲ್ಲಿ ಶ್ರೀ ಪೀಠದ ಪ್ರತಿಷ್ಠಾನದ ಪದಾಧಿಕಾರಿಗಳು, ಹಲವು ಗಣ್ಯರು, ಪ್ರಮುಖರು ಪಾಲ್ಗೊಂಡಿದ್ದರು. ಆತ್ಮೀಯವಾಗಿ ಸ್ವಾಗತಿಸಿ, ಕಾರ್ಯಕ್ರಮ ನಿರೂಪಿಸಿದರು. ಶ್ರೀ ಪೀಠದ ಸಂಪ್ರದಾಯದಂತೆ ಪೂಜೆ ಸಲ್ಲಿಸಲಾಯಿತು. ಬಳಿಕ ಭಕ್ತರಿಗೆ ಪ್ರಸಾದ ವಿತರಿಸಲಾಯಿತು. ಕಾರ್ಯಕ್ರಮದಲ್ಲಿ ದೂರದ ಊರುಗಳಿಂದ ಭಕ್ತರು ಆಗಮಿಸಿದ್ದರು. ಜಗದ್ಗುರುಗಳ ದರ್ಶನ ಪಡೆದು ಪುನೀತರಾದರು. (552, 98, 744, 229)
article3-photo (404, 408, 746, 510)
article1-bottom-rule (4, 340, 748, 341)
sidebar1-dateline: ಚಾಮರಾಜನಗರ: (756, 102, 804, 112)
nss-photo-caption: ಕೆ.ಆರ್.ಎಸ್. ರಸ್ತೆಯಲ್ಲಿರುವ ಎಂಎಸ್‌ಎಂ ಸಂಸ್ಥೆ ಸಂಗ್ರಹಾಲಯದಲ್ಲಿ ಪ್ರಥಮ ದರ್ಜೆ ಕಾಲೇಜು, ಮೈಸೂರು ಇಲ್ಲಿನ ಎನ್‌ಎಸ್‌ಎಸ್ ಘಟಕದ ವತಿಯಿಂದ ಸ್ವಚ್ಛತಾ ಹೀ ಸೇವಾ ಕಾರ್ಯಕ್ರಮವನ್ನು ಹಮ್ಮಿಕೊಳ್ಳಲಾಯಿತು. ಪ್ರಾಂಶುಪಾಲರು ಹಾಗೂ ಎನ್‌ಎಸ್‌ಎಸ್ ಅಧಿಕಾರಿಗಳು ಉಪಸ್ಥಿತರಿದ್ದರು. (6, 1282, 331, 1312)
sidebar3-body-text: ಪ್ರಥಮ ವರ್ಷದ ಡಿ.ಇ.ಎಲ್.ಇಡಿ ಪರೀಕ್ಷೆಗಳು ಸೆಪ್ಟೆಂಬರ್ 19 ರಿಂದ 25 ರವರೆಗೆ ಚಾಮರಾಜನಗರ ನಗರದ ಪರೀಕ್ಷಾ ಕೇಂದ್ರದಲ್ಲಿ ನಡೆಯಲಿವೆ. ಪರೀಕ್ಷೆಗಳು ಸುಗಮವಾಗಿ ನಡೆಯಲು ಪರೀಕ್ಷಾ ಕೇಂದ್ರದ ಸುತ್ತ 200 ಮೀಟರ್ ವ್ಯಾಪ್ತಿಯಲ್ಲಿ ನಿಷೇಧಾಜ್ಞೆ ಜಾರಿಗೊಳಿಸಲಾಗಿದೆ. ಭಾರತೀಯ ನಾಗರಿಕ ಸುರಕ್ಷಾ ಸಂಹಿತೆ ಕಲಂ 144 ರನ್ವಯ ಆದೇಶ ಹೊರಡಿಸಲಾಗಿದೆ. ಪರೀಕ್ಷಾ ಕೇಂದ್ರದ ಸಮೀಪದ ಜೆರಾಕ್ಸ್ ಅಂಗಡಿಗಳನ್ನು ಮುಚ್ಚುವಂತೆ ಜಿಲ್ಲಾಧಿಕಾರಿಗಳು ಆದೇಶಿಸಿದ್ದಾರೆ. (756, 806, 940, 893)
article4-word-1: ಕೃಷಿ (232, 784, 255, 804)
article3-photo-art (404, 408, 746, 510)
sidebar4-headline: ವಿವಿಧೆಡೆ ವಿದ್ಯುತ್ ವ್ಯತ್ಯಯ (756, 1040, 858, 1053)
article2-right-rule (226, 342, 227, 834)
article4-dateline: ಚಿಕ್ಕಬಳ್ಳಾಪುರ: (300, 784, 340, 794)
masthead-rule (752, 56, 940, 57)
article6-right-rule (204, 898, 205, 1168)
logo-part-2: ಮುಗಿಲು (810, 8, 858, 28)
masthead-divider (890, 10, 891, 52)
sidebar4-body (756, 1060, 940, 1166)
sidebar4-body-text: ಕರ್ನಾಟಕ ವಿದ್ಯುತ್ ಪ್ರಸರಣ ನಿಗಮದ ವತಿಯಿಂದ ತುರ್ತು ನಿರ್ವಹಣಾ ಕಾಮಗಾರಿ ಹಮ್ಮಿಕೊಂಡಿರುವುದರಿಂದ ಸೆಪ್ಟೆಂಬರ್ 20 ರಂದು ಬೆಳಿಗ್ಗೆ 10 ರಿಂದ ಸಂಜೆ 5 ಗಂಟೆಯವರೆಗೆ ವಿವಿಧ ಗ್ರಾಮಗಳಲ್ಲಿ ವಿದ್ಯುತ್ ವ್ಯತ್ಯಯವಾಗಲಿದೆ. ಸಾರ್ವಜನಿಕರು ಸಹಕರಿಸಬೇಕು. ಹೆಚ್ಚಿನ ಮಾಹಿತಿಗೆ ಸಹಾಯವಾಣಿ 1912 ಸಂಪರ್ಕಿಸಬಹುದು ಎಂದು ಕಾರ್ಯನಿರ್ವಾಹಕ ಎಂಜಿನಿಯರ್ ತಿಳಿಸಿದ್ದಾರೆ. (756, 1060, 940, 1136)
article2-headline-2: ಸ್ವಚ್ಛತಾ ಹೀ ಸೇವಾ ಕಾರ್ಯಕ್ರಮ (6, 364, 157, 380)
article4-body (300, 784, 746, 888)
article4-body-text: ಜಿಲ್ಲೆಯಲ್ಲಿ 2024-25ನೇ ಸಾಲಿಗೆ ಕೃಷಿ ಪಂಡಿತ ಪ್ರಶಸ್ತಿಗೆ ಅರ್ಜಿ ಆಹ್ವಾನಿಸಲಾಗಿದೆ. ಕೃಷಿ ಕ್ಷೇತ್ರದಲ್ಲಿ ವಿಶಿಷ್ಟ ಸಾಧನೆ ಮಾಡಿರುವ ರೈತರು ಅರ್ಜಿ ಸಲ್ಲಿಸಬಹುದು. ಆಸಕ್ತ ರೈತರು Citizen login, RSK login ಮೂಲಕ ಆನ್‌ಲೈನ್ ನಲ್ಲಿ ಅರ್ಜಿ ಸಲ್ಲಿಸಬಹುದು. ಅರ್ಜಿ ಸಲ್ಲಿಸಲು ಸೆಪ್ಟೆಂಬರ್ 30 ಕೊನೆಯ ದಿನಾಂಕವಾಗಿದೆ. ಹೆಚ್ಚಿನ ಮಾಹಿತಿಗಾಗಿ ಹತ್ತಿರದ ರೈತ ಸಂಪರ್ಕ ಕೇಂದ್ರ ಅಥವಾ ಸಹಾಯಕ ಕೃಷಿ ನಿರ್ದೇಶಕರ ಕಚೇರಿಯನ್ನು ಸಂಪರ್ಕಿಸಬಹುದು ಎಂದು ಜಂಟಿ ಕೃಷಿ ನಿರ್ದೇಶಕರು ತಿಳಿಸಿದ್ದಾರೆ. (300, 784, 746, 827)
article8-photo (504, 1216, 766, 1440)
logo-part-1: ಸಂಜೆ (756, 6, 789, 28)
article5-photo (388, 938, 746, 1050)
article8-left-rule (340, 1172, 341, 1328)
